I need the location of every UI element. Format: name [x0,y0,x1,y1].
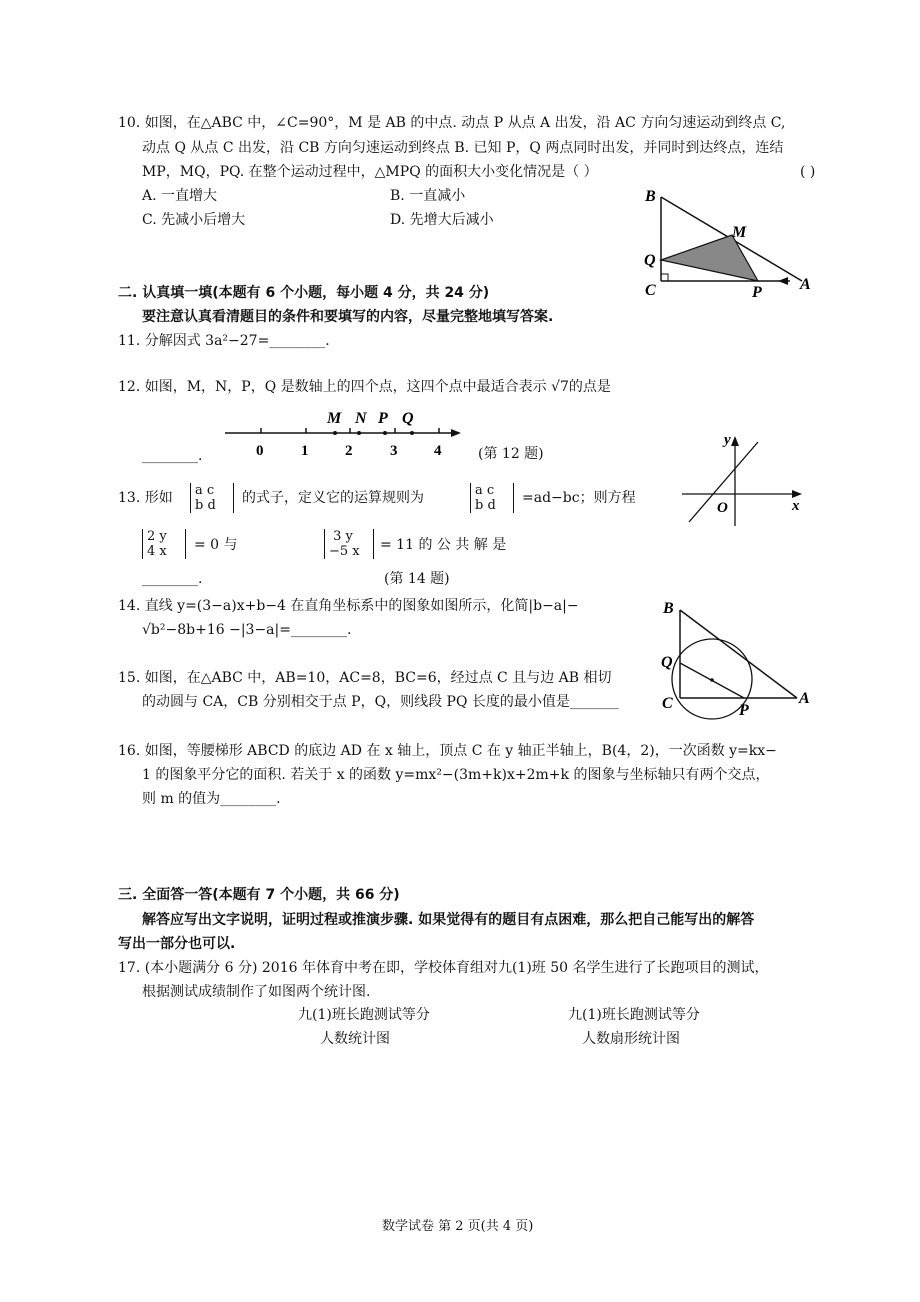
q14-caption: (第 14 题) [384,571,450,587]
q15-line2: 的动圆与 CA，CB 分别相交于点 P，Q，则线段 PQ 长度的最小值是_______ [142,694,619,710]
q14-graph [680,428,810,528]
label-m: M [327,410,342,427]
label-c: C [645,282,656,299]
point-q [410,431,414,435]
number-line-figure [225,402,465,462]
q12-caption: (第 12 题) [478,446,544,462]
label-y: y [724,432,731,448]
label-p: P [752,284,762,301]
q10-line2: 动点 Q 从点 C 出发，沿 CB 方向匀速运动到终点 B. 已知 P，Q 两点同时出发，并同时到达终点，连结 [142,140,784,156]
q13-eq0: = 0 与 [194,537,238,553]
q10-figure [640,185,820,300]
q12-blank: ________. [142,448,203,464]
point-m [333,431,337,435]
section2-note: 要注意认真看清题目的条件和要填写的内容，尽量完整地填写答案. [142,309,554,325]
q17-line2: 根据测试成绩制作了如图两个统计图. [142,984,371,1000]
q10-line3: MP，MQ，PQ. 在整个运动过程中，△MPQ 的面积大小变化情况是（ ） [142,164,598,180]
q13-matrix-rule: a c b d [470,483,514,513]
q12-text: 12. 如图，M，N，P，Q 是数轴上的四个点，这四个点中最适合表示 √7的点是 [118,379,611,395]
page-footer: 数学试卷 第 2 页(共 4 页) [382,1219,534,1234]
q15-line1: 15. 如图，在△ABC 中，AB=10，AC=8，BC=6，经过点 C 且与边 AB 相切 [118,670,612,686]
label-x: x [792,498,800,514]
chart2-title-line1: 九(1)班长跑测试等分 [568,1007,700,1023]
tick-label-1: 1 [301,443,309,459]
chart1-title-line1: 九(1)班长跑测试等分 [298,1007,430,1023]
q16-line1: 16. 如图，等腰梯形 ABCD 的底边 AD 在 x 轴上，顶点 C 在 y 轴正半轴上，B(4，2)，一次函数 y=kx− [118,743,777,759]
q13-middle: 的式子，定义它的运算规则为 [242,490,424,506]
label-q: Q [402,410,414,427]
q13-eq11: = 11 的 公 共 解 是 [380,537,507,553]
tick-label-3: 3 [390,443,398,459]
q13-blank: ________. [142,571,203,587]
label-a: A [799,690,810,707]
number-line-arrow [451,429,461,437]
tick-label-4: 4 [434,443,442,459]
q13-matrix-form: a c b d [190,483,234,513]
tick-label-2: 2 [345,443,353,459]
tick-label-0: 0 [256,443,264,459]
q10-option-d: D. 先增大后减小 [390,212,494,228]
chart1-title-line2: 人数统计图 [320,1031,390,1047]
q17-line1: 17. (本小题满分 6 分) 2016 年体育中考在即，学校体育组对九(1)班 50 名学生进行了长跑项目的测试， [118,960,769,976]
label-p: P [378,410,388,427]
chart2-title-line2: 人数扇形统计图 [582,1031,680,1047]
q13-post: =ad−bc；则方程 [522,490,636,506]
circle-center [710,678,714,682]
label-q: Q [661,654,673,671]
q14-line2: √b²−8b+16 −|3−a|=________. [142,622,352,638]
x-axis-arrow [792,490,802,498]
label-a: A [800,276,811,293]
label-b: B [645,188,656,205]
q10-option-c: C. 先减小后增大 [142,212,246,228]
y-axis-arrow [731,436,739,446]
q10-option-b: B. 一直减小 [390,188,466,204]
q10-answer-paren: ( ) [800,164,816,180]
label-o: O [717,500,728,516]
q13-prefix: 13. 形如 [118,490,173,506]
q13-matrix-eq2: 3 y −5 x [324,529,374,559]
segment-ab [680,610,797,698]
label-p: P [739,702,749,719]
q16-line2: 1 的图象平分它的面积. 若关于 x 的函数 y=mx²−(3m+k)x+2m+k 的图象与坐标轴只有两个交点， [142,767,770,783]
label-q: Q [644,252,656,269]
point-n [357,431,361,435]
q15-figure [655,595,825,725]
label-c: C [662,695,673,712]
q14-line1: 14. 直线 y=(3−a)x+b−4 在直角坐标系中的图象如图所示，化简|b−a|− [118,598,579,614]
q10-line1: 10. 如图，在△ABC 中，∠C=90°，M 是 AB 的中点. 动点 P 从点 A 出发，沿 AC 方向匀速运动到终点 C, [118,115,786,131]
right-angle-mark [661,274,668,281]
section2-title: 二. 认真填一填(本题有 6 个小题，每小题 4 分，共 24 分) [118,285,490,301]
label-m: M [732,224,747,241]
q13-matrix-eq1: 2 y 4 x [142,529,186,559]
section3-title: 三. 全面答一答(本题有 7 个小题，共 66 分) [118,887,400,903]
label-n: N [355,410,367,427]
q11-text: 11. 分解因式 3a²−27=________. [118,333,330,349]
q16-line3: 则 m 的值为________. [142,791,281,807]
q10-option-a: A. 一直增大 [142,188,218,204]
point-p [383,431,387,435]
section3-note-line1: 解答应写出文字说明，证明过程或推演步骤. 如果觉得有的题目有点困难，那么把自己能写出的解答 [142,912,755,928]
arrow-head [778,277,788,285]
triangle-mpq [661,235,758,281]
section3-note-line2: 写出一部分也可以. [118,936,236,952]
label-b: B [663,600,674,617]
